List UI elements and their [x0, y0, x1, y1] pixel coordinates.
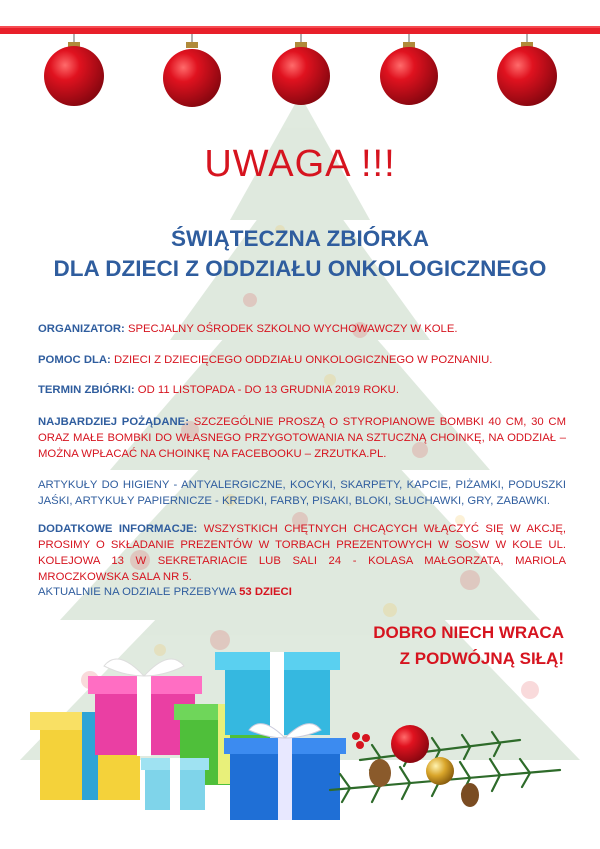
help-for-value: DZIECI Z DZIECIĘCEGO ODDZIAŁU ONKOLOGICZNEGO W POZNANIU.: [113, 354, 493, 366]
additional-info-value: WSZYSTKICH CHĘTNYCH CHCĄCYCH WŁĄCZYĆ SIĘ W AKCJĘ, PROSIMY O SKŁADANIE PREZENTÓW W TORBACH PREZENTOWYCH W SOSW W KOLE UL. KOLEJOWA 13 W SEKRETARIACIE LUB SALI 24 - KOLASA MAŁGORZATA, MARIOLA MROCZKOWSKA SALA NR 5.: [38, 523, 567, 583]
most-wanted-paragraph: [38, 414, 566, 462]
slogan-line-1: DOBRO NIECH WRACA: [373, 623, 564, 642]
slogan: [373, 620, 564, 672]
current-count-value: 53 DZIECI: [239, 586, 292, 598]
collection-title: [0, 224, 600, 284]
current-count-text: AKTUALNIE NA ODZIALE PRZEBYWA: [38, 586, 236, 598]
current-count-line: [38, 584, 566, 600]
help-for-label: POMOC DLA:: [38, 354, 111, 366]
organizer-value: SPECJALNY OŚRODEK SZKOLNO WYCHOWAWCZY W KOLE.: [127, 323, 458, 335]
title-line-1: ŚWIĄTECZNA ZBIÓRKA: [171, 226, 429, 251]
articles-paragraph: ARTYKUŁY DO HIGIENY - ANTYALERGICZNE, KOCYKI, SKARPETY, KAPCIE, PIŻAMKI, PODUSZKI JAŚKI, ARTYKUŁY PAPIERNICZE - KREDKI, FARBY, PISAKI, BLOKI, SŁUCHAWKI, GRY, ZABAWKI.: [38, 479, 566, 507]
slogan-line-2: Z PODWÓJNĄ SIŁĄ!: [399, 649, 564, 668]
title-line-2: DLA DZIECI Z ODDZIAŁU ONKOLOGICZNEGO: [53, 256, 547, 281]
organizer-label: ORGANIZATOR:: [38, 323, 125, 335]
help-for-line: [38, 352, 566, 368]
term-label: TERMIN ZBIÓRKI:: [38, 384, 135, 396]
term-value: OD 11 LISTOPADA - DO 13 GRUDNIA 2019 ROKU.: [137, 384, 399, 396]
attention-heading: UWAGA !!!: [204, 143, 396, 185]
most-wanted-label: NAJBARDZIEJ POŻĄDANE:: [38, 416, 189, 428]
term-line: [38, 382, 566, 398]
additional-info-paragraph: [38, 521, 566, 585]
most-wanted-value: SZCZEGÓLNIE PROSZĄ O STYROPIANOWE BOMBKI 40 CM, 30 CM ORAZ MAŁE BOMBKI DO WŁASNEGO PRZYGOTOWANIA NA SZTUCZNĄ CHOINKĘ, NA ODDZIAŁ – MOŻNA WPŁACAĆ NA CHOINKĘ NA FACEBOOKU – ZRZUTKA.PL.: [38, 416, 566, 460]
organizer-line: [38, 321, 566, 337]
additional-info-label: DODATKOWE INFORMACJE:: [38, 523, 198, 535]
